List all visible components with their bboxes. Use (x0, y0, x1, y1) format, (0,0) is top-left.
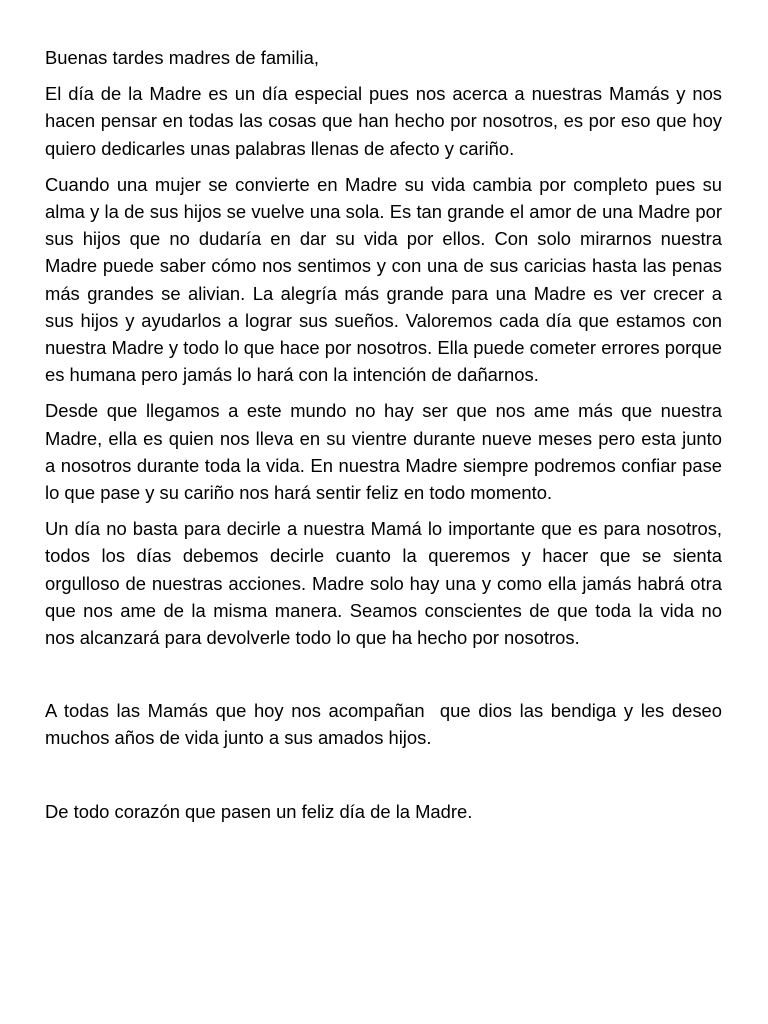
paragraph-one-day: Un día no basta para decirle a nuestra Mamá lo importante que es para nosotros, todos los días debemos decirle cuanto la queremos y hacer que se sienta orgulloso de nuestras acciones. Madre solo hay una y como ella jamás habrá otra que nos ame de la misma manera. Seamos conscientes de que toda la vida no nos alcanzará para devolverle todo lo que ha hecho por nosotros. (45, 518, 722, 649)
document-body (45, 44, 728, 834)
greeting-line: Buenas tardes madres de familia, (45, 47, 319, 68)
paragraph-intro: El día de la Madre es un día especial pues nos acerca a nuestras Mamás y nos hacen pensar en todas las cosas que han hecho por nosotros, es por eso que hoy quiero dedicarles unas palabras llenas de afecto y cariño. (45, 83, 722, 159)
paragraph-since-birth: Desde que llegamos a este mundo no hay ser que nos ame más que nuestra Madre, ella es quien nos lleva en su vientre durante nueve meses pero esta junto a nosotros durante toda la vida. En nuestra Madre siempre podremos confiar pase lo que pase y su cariño nos hará sentir feliz en todo momento. (45, 400, 722, 504)
paragraph-mother-love: Cuando una mujer se convierte en Madre su vida cambia por completo pues su alma y la de sus hijos se vuelve una sola. Es tan grande el amor de una Madre por sus hijos que no dudaría en dar su vida por ellos. Con solo mirarnos nuestra Madre puede saber cómo nos sentimos y con una de sus caricias hasta las penas más grandes se alivian. La alegría más grande para una Madre es ver crecer a sus hijos y ayudarlos a lograr sus sueños. Valoremos cada día que estamos con nuestra Madre y todo lo que hace por nosotros. Ella puede cometer errores porque es humana pero jamás lo hará con la intención de dañarnos. (45, 173, 722, 386)
paragraph-blessing: A todas las Mamás que hoy nos acompañan que dios las bendiga y les deseo muchos años de vida junto a sus amados hijos. (45, 700, 728, 749)
closing-line: De todo corazón que pasen un feliz día de la Madre. (45, 800, 473, 822)
